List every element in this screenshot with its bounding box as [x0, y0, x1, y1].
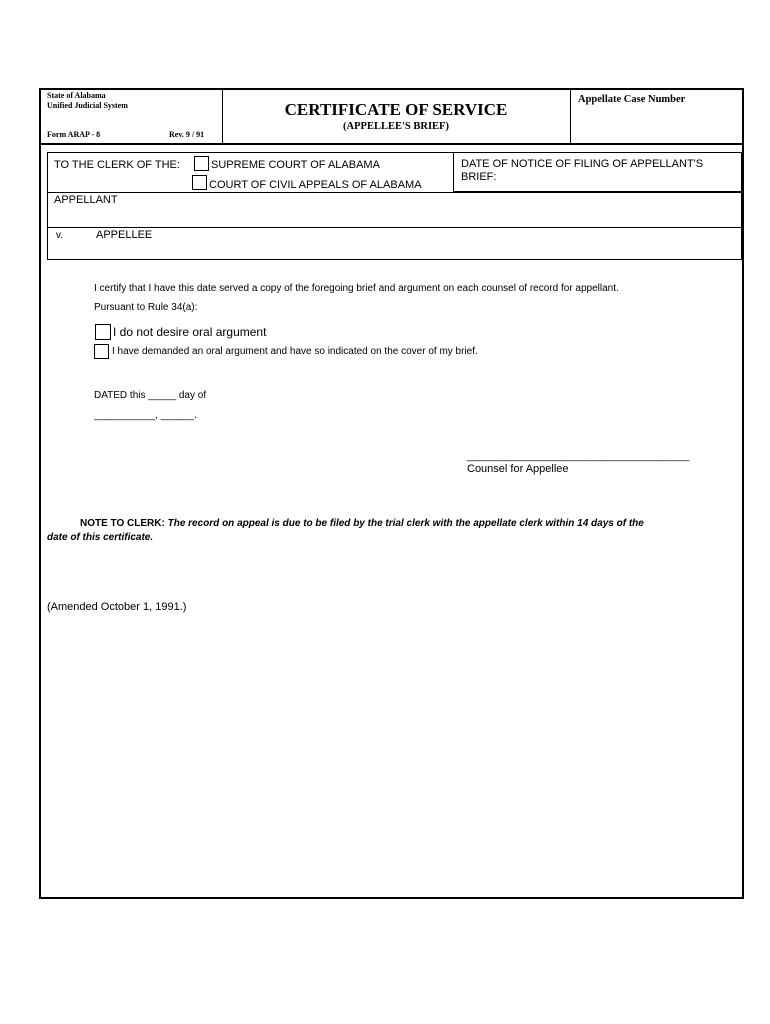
oral-argument-demanded-checkbox[interactable] [94, 344, 109, 359]
note-to-clerk [47, 517, 740, 545]
civil-appeals-label: COURT OF CIVIL APPEALS OF ALABAMA [209, 179, 422, 191]
appellee-label: APPELLEE [96, 229, 153, 241]
supreme-court-label: SUPREME COURT OF ALABAMA [211, 159, 380, 171]
dated-line[interactable]: DATED this _____ day of [94, 390, 207, 401]
certificate-form [39, 88, 744, 899]
system-name: Unified Judicial System [47, 101, 128, 110]
form-revision: Rev. 9 / 91 [169, 130, 205, 139]
no-oral-argument-checkbox[interactable] [95, 324, 111, 340]
notice-date-label-line2: BRIEF: [461, 171, 497, 183]
appellee-field[interactable] [48, 227, 741, 260]
case-number-label: Appellate Case Number [578, 94, 686, 105]
appellant-label: APPELLANT [54, 194, 118, 206]
dated-year-line[interactable]: ___________, ______. [94, 410, 197, 421]
page-title: CERTIFICATE OF SERVICE [284, 100, 508, 119]
form-id-block [41, 90, 223, 143]
notice-date-label-line1: DATE OF NOTICE OF FILING OF APPELLANT'S [461, 158, 704, 170]
state-name: State of Alabama [47, 91, 106, 100]
to-clerk-label: TO THE CLERK OF THE: [54, 159, 180, 171]
form-number: Form ARAP - 8 [47, 130, 101, 139]
notice-date-field[interactable] [453, 152, 743, 192]
oral-argument-demanded-label: I have demanded an oral argument and have so indicated on the cover of my brief. [112, 346, 478, 357]
note-lead: NOTE TO CLERK: [80, 518, 165, 529]
page-subtitle: (APPELLEE'S BRIEF) [343, 121, 449, 132]
case-number-block[interactable] [570, 90, 743, 143]
supreme-court-checkbox[interactable] [194, 156, 209, 171]
appellant-field[interactable] [48, 192, 741, 229]
note-text-line2: date of this certificate. [47, 532, 154, 543]
signature-label: Counsel for Appellee [467, 463, 569, 475]
clerk-parties-box [47, 152, 742, 260]
form-header [41, 90, 742, 145]
civil-appeals-checkbox[interactable] [192, 175, 207, 190]
versus-label: v. [56, 230, 64, 241]
note-text-line1: The record on appeal is due to be filed by the trial clerk with the appellate clerk within 14 days of the [167, 518, 644, 529]
rule-reference: Pursuant to Rule 34(a): [94, 302, 198, 313]
amended-date: (Amended October 1, 1991.) [47, 601, 187, 613]
signature-line[interactable]: ________________________________________ [467, 451, 690, 462]
no-oral-argument-label: I do not desire oral argument [113, 325, 267, 339]
certification-statement: I certify that I have this date served a copy of the foregoing brief and argument on each counsel of record for appellant. [94, 283, 619, 294]
